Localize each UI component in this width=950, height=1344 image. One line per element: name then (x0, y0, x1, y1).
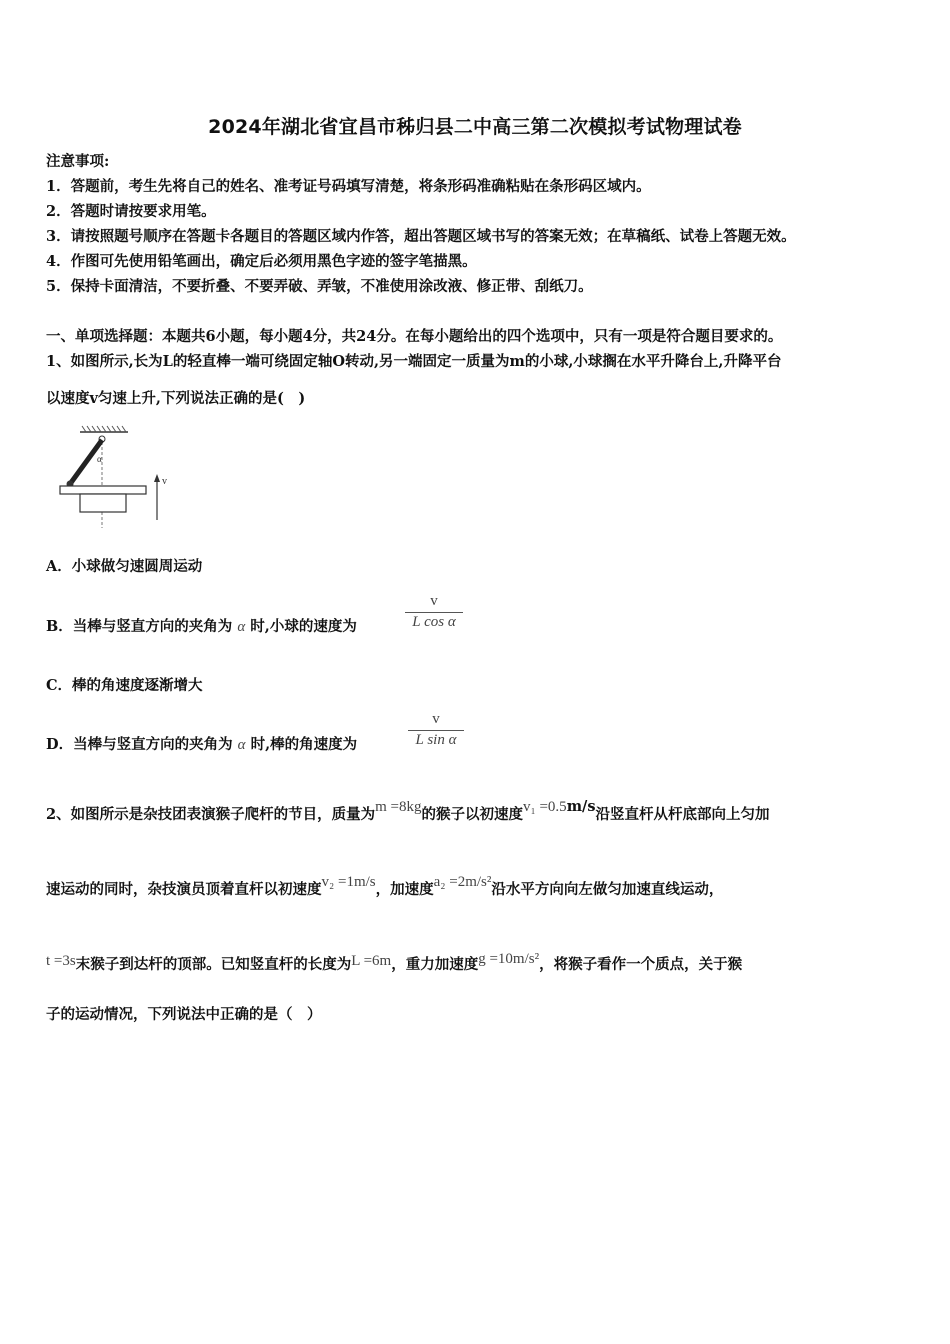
q1-option-c: C．棒的角速度逐渐增大 (46, 677, 203, 694)
q2-l1-text-c: 沿竖直杆从杆底部向上匀加 (595, 806, 770, 823)
velocity-label: v (162, 476, 167, 487)
q2-gravity: g =10m/s² (478, 951, 540, 967)
q1-option-d-mid: 时,棒的角速度为 (250, 736, 358, 753)
q2-stem-line2 (46, 874, 724, 900)
q1-option-a: A．小球做匀速圆周运动 (46, 558, 203, 575)
notice-item-4: 4．作图可先使用铅笔画出，确定后必须用黑色字迹的签字笔描黑。 (46, 253, 477, 270)
notice-item-3: 3．请按照题号顺序在答题卡各题目的答题区域内作答，超出答题区域书写的答案无效；在草稿纸、试卷上答题无效。 (46, 228, 796, 245)
q2-l3-text-b: ，重力加速度 (391, 956, 479, 973)
q2-l2-text-a: 速运动的同时，杂技演员顶着直杆以初速度 (46, 881, 322, 898)
q1-option-b-mid: 时,小球的速度为 (250, 618, 357, 635)
q1-option-b (46, 617, 357, 637)
notice-item-2: 2．答题时请按要求用笔。 (46, 203, 216, 220)
q2-l2-text-c: 沿水平方向向左做匀加速直线运动， (491, 881, 724, 898)
q2-l3-text-a: 末猴子到达杆的顶部。已知竖直杆的长度为 (75, 956, 352, 973)
q1-option-b-alpha: α (237, 619, 246, 635)
q2-stem-line3 (46, 951, 743, 975)
q2-l1-text-a: 2、如图所示是杂技团表演猴子爬杆的节目，质量为 (46, 806, 376, 823)
q2-a2: a₂ =2m/s² (433, 874, 492, 890)
notice-item-5: 5．保持卡面清洁，不要折叠、不要弄破、弄皱，不准使用涂改液、修正带、刮纸刀。 (46, 278, 593, 295)
q1-option-b-denominator: L cos α (412, 614, 456, 630)
alpha-label: α (97, 454, 102, 464)
notice-item-1: 1．答题前，考生先将自己的姓名、准考证号码填写清楚，将条形码准确粘贴在条形码区域内。 (46, 178, 651, 195)
q2-v2: v₂ =1m/s (321, 874, 376, 890)
q2-length: L =6m (351, 953, 392, 969)
q1-option-d (46, 735, 357, 755)
q1-figure (56, 422, 186, 532)
q2-mass: m =8kg (375, 799, 422, 815)
q1-option-b-numerator: v (430, 593, 438, 609)
q1-option-d-numerator: v (432, 711, 440, 727)
q1-option-d-alpha: α (237, 737, 246, 753)
q2-l3-text-c: ，将猴子看作一个质点，关于猴 (539, 956, 743, 973)
q1-stem-line1: 1、如图所示,长为L的轻直棒一端可绕固定轴O转动,另一端固定一质量为m的小球,小球搁在水平升降台上,升降平台 (46, 353, 782, 370)
q1-option-d-denominator: L sin α (415, 732, 457, 748)
q2-l2-text-b: ，加速度 (375, 881, 434, 898)
q2-time: t =3s (46, 953, 76, 969)
q2-l1-text-b: 的猴子以初速度 (421, 806, 523, 823)
q2-stem-line4: 子的运动情况，下列说法中正确的是（ ） (46, 1006, 322, 1023)
page-title: 2024年湖北省宜昌市秭归县二中高三第二次模拟考试物理试卷 (208, 116, 742, 138)
q2-v1: v₁ =0.5 (522, 799, 567, 815)
q2-stem-line1 (46, 798, 770, 825)
q1-option-b-text: B．当棒与竖直方向的夹角为 (46, 618, 233, 635)
q2-v1-unit: m/s (566, 798, 596, 815)
section-header: 一、单项选择题：本题共6小题，每小题4分，共24分。在每小题给出的四个选项中，只有一项是符合题目要求的。 (46, 328, 783, 345)
notice-heading: 注意事项: (46, 153, 110, 170)
q1-option-d-text: D．当棒与竖直方向的夹角为 (46, 736, 233, 753)
q1-option-b-fraction (405, 593, 463, 631)
q1-stem-line2: 以速度v匀速上升,下列说法正确的是( ) (46, 390, 306, 407)
q1-option-d-fraction (408, 711, 464, 749)
